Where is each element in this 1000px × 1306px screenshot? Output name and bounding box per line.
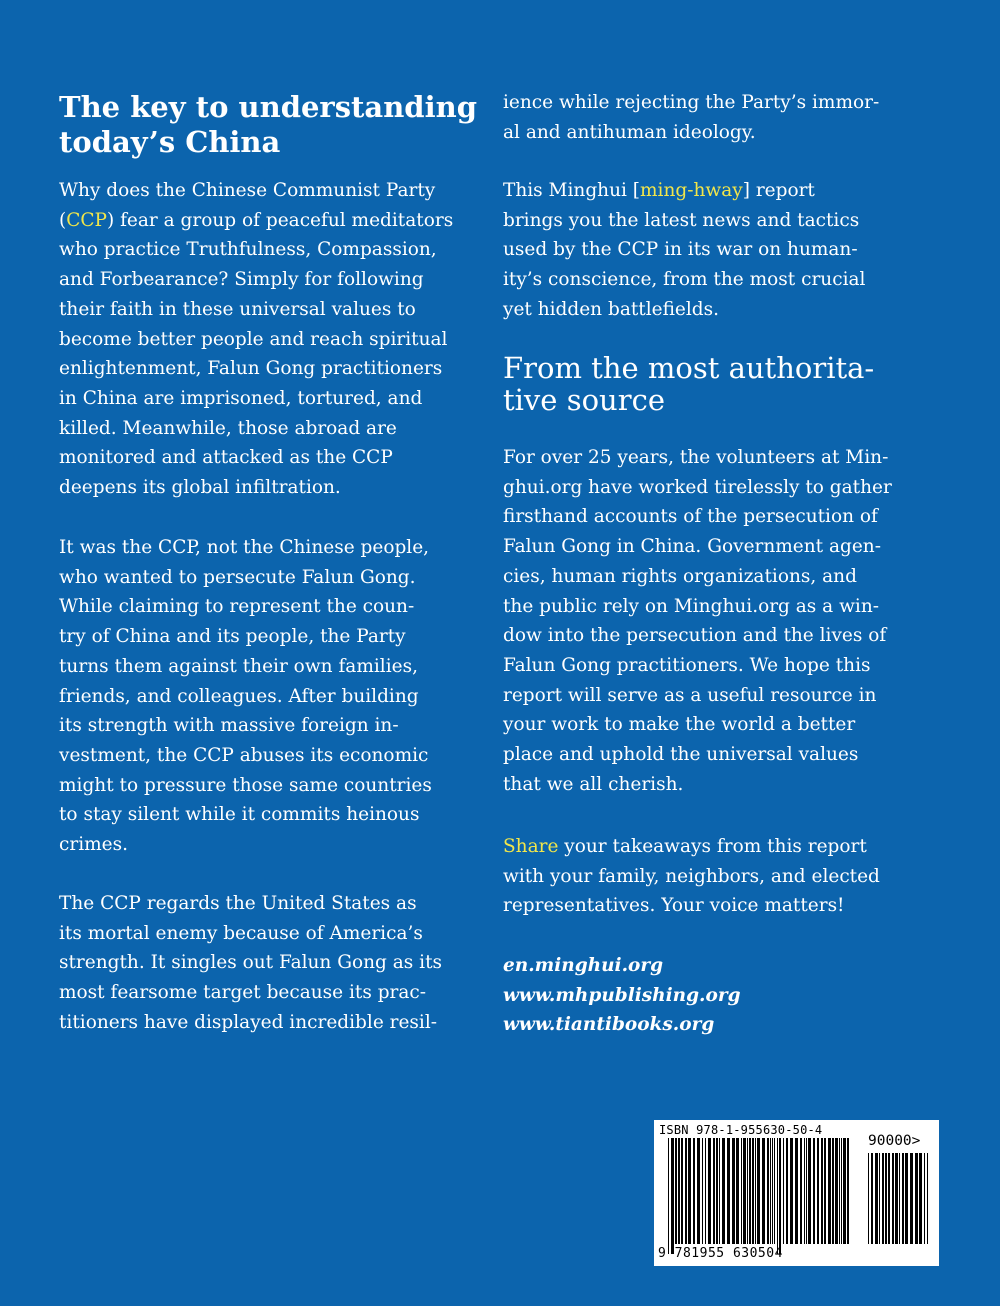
text-line: that we all cherish. [503, 773, 684, 795]
heading-line: today’s China [59, 125, 281, 159]
barcode-bar [841, 1138, 842, 1244]
text-line: in China are imprisoned, tortured, and [59, 387, 423, 409]
ean-digits: 9 781955 630504 [658, 1246, 783, 1261]
barcode-bar [727, 1138, 730, 1244]
barcode-bar [824, 1138, 826, 1244]
paragraph-continuation [503, 88, 879, 147]
barcode-bar [875, 1153, 878, 1244]
barcode-bar [743, 1138, 746, 1244]
url-list [503, 951, 741, 1040]
paragraph-share [503, 832, 880, 921]
barcode-bar [879, 1153, 880, 1244]
text-line: place and uphold the universal values [503, 744, 859, 766]
text-line: cies, human rights organizations, and [503, 565, 857, 587]
barcode-bar [806, 1138, 807, 1244]
text-line: monitored and attacked as the CCP [59, 447, 393, 469]
text-line: with your family, neighbors, and elected [503, 865, 880, 887]
heading-key-to-understanding [59, 90, 477, 160]
barcode-bar [871, 1153, 873, 1244]
barcode-bar [847, 1138, 849, 1244]
text-line: representatives. Your voice matters! [503, 895, 845, 917]
barcode-bar [899, 1153, 900, 1244]
barcode-bar [762, 1138, 765, 1244]
isbn-barcode [654, 1120, 939, 1266]
barcode-bar [804, 1138, 805, 1244]
barcode-bar [719, 1138, 720, 1244]
barcode-bar [675, 1138, 677, 1244]
paragraph-minghui-volunteers [503, 443, 892, 799]
barcode-bar [882, 1153, 884, 1244]
text-fragment: ] report [742, 180, 815, 201]
barcode-bar [828, 1138, 831, 1244]
text-line: Falun Gong practitioners. We hope this [503, 654, 871, 676]
ccp-highlight: CCP [66, 209, 107, 231]
text-line: friends, and colleagues. After building [59, 685, 419, 707]
barcode-bar [713, 1138, 715, 1244]
url-link-tiantibooks[interactable]: www.tiantibooks.org [503, 1014, 715, 1035]
barcode-bar [895, 1153, 898, 1244]
barcode-bar [885, 1153, 887, 1244]
barcode-bar [736, 1138, 739, 1244]
isbn-number: ISBN 978-1-955630-50-4 [659, 1123, 823, 1137]
barcode-bar [693, 1138, 695, 1244]
text-line: and Forbearance? Simply for following [59, 269, 424, 291]
text-line: firsthand accounts of the persecution of [503, 506, 878, 528]
text-line: killed. Meanwhile, those abroad are [59, 417, 397, 439]
text-line [503, 176, 865, 206]
heading-line: From the most authorita- [503, 351, 875, 385]
text-line: who wanted to persecute Falun Gong. [59, 566, 416, 588]
url-link-mhpublishing[interactable]: www.mhpublishing.org [503, 984, 741, 1006]
text-line: It was the CCP, not the Chinese people, [59, 537, 430, 558]
text-line: try of China and its people, the Party [59, 626, 406, 648]
barcode-bar [716, 1138, 718, 1244]
price-code: 90000> [868, 1133, 921, 1149]
barcode-bar [868, 1153, 869, 1244]
text-line: brings you the latest news and tactics [503, 209, 860, 231]
barcode-bar [752, 1138, 754, 1244]
text-line: al and antihuman ideology. [503, 121, 756, 143]
barcode-bar [732, 1138, 735, 1244]
barcode-bar [910, 1153, 913, 1244]
text-line: report will serve as a useful resource in [503, 684, 877, 706]
share-highlight: Share [503, 836, 559, 857]
text-line: used by the CCP in its war on human- [503, 239, 858, 261]
barcode-bar [839, 1138, 840, 1244]
text-line: its strength with massive foreign in- [59, 715, 399, 737]
barcode-bar [747, 1138, 748, 1244]
barcode-bar [927, 1153, 928, 1244]
text-line: ience while rejecting the Party’s immor- [503, 92, 880, 113]
barcode-bar [770, 1138, 771, 1244]
addon-bars [868, 1153, 928, 1254]
barcode-bar [800, 1138, 802, 1244]
text-line: ity’s conscience, from the most crucial [503, 269, 866, 291]
text-line: For over 25 years, the volunteers at Min- [503, 447, 889, 468]
barcode-bar [668, 1138, 669, 1254]
text-line: deepens its global infiltration. [59, 477, 341, 499]
barcode-bar [681, 1138, 683, 1244]
barcode-bar [905, 1153, 908, 1244]
paragraph-minghui-report [503, 176, 865, 325]
ean13-bars [668, 1138, 851, 1254]
text-fragment: ) fear a group of peaceful meditators [106, 209, 454, 231]
text-line: ghui.org have worked tirelessly to gather [503, 476, 892, 498]
text-line: While claiming to represent the coun- [59, 596, 415, 618]
barcode-bar [705, 1138, 706, 1244]
barcode-bar [774, 1138, 775, 1244]
text-line: Why does the Chinese Communist Party [59, 180, 436, 201]
text-line: The CCP regards the United States as [59, 893, 417, 914]
text-line: who practice Truthfulness, Compassion, [59, 239, 437, 261]
text-line: dow into the persecution and the lives of [503, 625, 887, 647]
barcode-bar [777, 1138, 778, 1254]
barcode-bar [795, 1138, 798, 1244]
barcode-bar [722, 1138, 725, 1244]
text-line [503, 832, 880, 862]
barcode-bar [888, 1153, 890, 1244]
text-line: become better people and reach spiritual [59, 328, 448, 350]
barcode-bar [757, 1138, 760, 1244]
text-line: most fearsome target because its prac- [59, 982, 427, 1004]
barcode-bar [702, 1138, 703, 1244]
text-line: strength. It singles out Falun Gong as its [59, 952, 443, 974]
text-line: enlightenment, Falun Gong practitioners [59, 358, 443, 380]
text-line: your work to make the world a better [503, 714, 856, 736]
text-line: the public rely on Minghui.org as a win- [503, 595, 880, 617]
barcode-bar [808, 1138, 811, 1244]
barcode-bar [671, 1138, 674, 1254]
text-line: its mortal enemy because of America’s [59, 922, 423, 944]
barcode-bar [843, 1138, 846, 1244]
barcode-bar [708, 1138, 711, 1244]
heading-line: tive source [503, 383, 665, 417]
heading-line: The key to understanding [59, 90, 477, 124]
text-line: turns them against their own families, [59, 655, 418, 677]
barcode-bar [767, 1138, 769, 1244]
barcode-bar [817, 1138, 819, 1244]
barcode-bar [790, 1138, 793, 1244]
barcode-bar [813, 1138, 815, 1244]
barcode-bar [832, 1138, 834, 1244]
barcode-bar [678, 1138, 680, 1244]
text-line: (CCP) fear a group of peaceful meditators [59, 209, 454, 231]
url-link-minghui[interactable]: en.minghui.org [503, 955, 664, 976]
barcode-bar [821, 1138, 823, 1244]
barcode-bar [779, 1138, 781, 1254]
barcode-bar [749, 1138, 751, 1244]
paragraph-united-states [59, 889, 442, 1038]
barcode-bar [685, 1138, 687, 1244]
text-line: yet hidden battlefields. [503, 298, 720, 320]
paragraph-why-ccp-fear [59, 176, 453, 503]
text-line: vestment, the CCP abuses its economic [59, 744, 429, 766]
barcode-bar [919, 1153, 922, 1244]
barcode-bar [924, 1153, 925, 1244]
text-fragment: This Minghui [ [503, 180, 641, 201]
barcode-bar [915, 1153, 918, 1244]
text-line: crimes. [59, 834, 128, 856]
barcode-bar [697, 1138, 700, 1244]
text-line: Falun Gong in China. Government agen- [503, 536, 881, 558]
text-line: might to pressure those same countries [59, 774, 432, 796]
heading-authoritative-source [503, 352, 874, 416]
barcode-bar [688, 1138, 691, 1244]
barcode-bar [786, 1138, 788, 1244]
barcode-bar [772, 1138, 773, 1244]
paragraph-ccp-not-people [59, 533, 432, 860]
pronunciation-highlight: ming-hway [640, 180, 743, 201]
text-line: titioners have displayed incredible resil- [59, 1011, 438, 1033]
barcode-bar [902, 1153, 904, 1244]
barcode-bar [783, 1138, 784, 1244]
barcode-bar [892, 1153, 894, 1244]
text-line: their faith in these universal values to [59, 298, 416, 320]
text-fragment: your takeaways from this report [558, 836, 867, 857]
barcode-bar [755, 1138, 756, 1244]
barcode-bar [835, 1138, 838, 1244]
barcode-bar [741, 1138, 742, 1244]
text-line: to stay silent while it commits heinous [59, 804, 420, 826]
